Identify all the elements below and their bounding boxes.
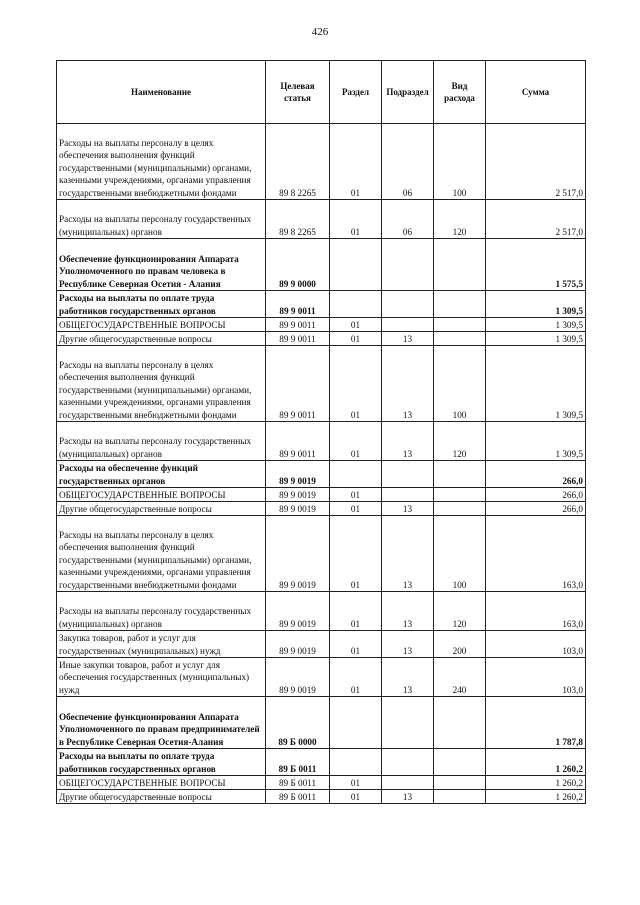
cell-amount: 266,0 [486, 502, 586, 516]
cell-expense-type: 200 [434, 631, 486, 658]
cell-section [330, 239, 382, 291]
cell-expense-type: 100 [434, 516, 486, 592]
table-row [57, 592, 586, 631]
cell-article: 89 Б 0011 [266, 776, 330, 790]
cell-section: 01 [330, 502, 382, 516]
cell-subsection [382, 488, 434, 502]
cell-subsection: 13 [382, 516, 434, 592]
cell-amount: 1 260,2 [486, 749, 586, 776]
cell-expense-type [434, 332, 486, 346]
table-row [57, 124, 586, 200]
cell-article: 89 9 0019 [266, 488, 330, 502]
cell-article: 89 Б 0011 [266, 790, 330, 804]
cell-subsection: 13 [382, 422, 434, 461]
header-amount: Сумма [486, 61, 586, 124]
cell-name: Обеспечение функционирования Аппарата Уполномоченного по правам человека в Республике Северная Осетия - Алания [57, 239, 266, 291]
page-number: 426 [311, 26, 329, 38]
cell-amount: 1 260,2 [486, 790, 586, 804]
cell-name: ОБЩЕГОСУДАРСТВЕННЫЕ ВОПРОСЫ [57, 776, 266, 790]
cell-section: 01 [330, 332, 382, 346]
cell-section: 01 [330, 422, 382, 461]
cell-subsection: 13 [382, 631, 434, 658]
cell-name: Расходы на выплаты персоналу государственных (муниципальных) органов [57, 592, 266, 631]
table-row [57, 516, 586, 592]
cell-article: 89 9 0019 [266, 592, 330, 631]
cell-section [330, 749, 382, 776]
cell-name: Расходы на обеспечение функций государственных органов [57, 461, 266, 488]
cell-article: 89 9 0011 [266, 318, 330, 332]
cell-article: 89 9 0019 [266, 502, 330, 516]
header-article: Целевая статья [266, 61, 330, 124]
header-name: Наименование [57, 61, 266, 124]
budget-table [56, 60, 586, 804]
cell-expense-type [434, 790, 486, 804]
table-row [57, 749, 586, 776]
header-subsection: Подраздел [382, 61, 434, 124]
cell-name: Закупка товаров, работ и услуг для государственных (муниципальных) нужд [57, 631, 266, 658]
cell-subsection [382, 749, 434, 776]
cell-amount: 163,0 [486, 592, 586, 631]
cell-expense-type [434, 488, 486, 502]
cell-expense-type: 120 [434, 592, 486, 631]
cell-name: Расходы на выплаты персоналу государственных (муниципальных) органов [57, 422, 266, 461]
cell-amount: 1 787,8 [486, 697, 586, 749]
cell-amount: 163,0 [486, 516, 586, 592]
cell-expense-type [434, 502, 486, 516]
cell-subsection [382, 461, 434, 488]
cell-section: 01 [330, 200, 382, 239]
cell-amount: 266,0 [486, 488, 586, 502]
cell-name: Расходы на выплаты персоналу в целях обеспечения выполнения функций государственными (муниципальными) органами, казенными учреждениями, органами управления государственными внебюджетными фондами [57, 516, 266, 592]
cell-subsection: 06 [382, 124, 434, 200]
cell-article: 89 8 2265 [266, 200, 330, 239]
cell-expense-type: 100 [434, 346, 486, 422]
cell-expense-type [434, 697, 486, 749]
cell-name: Обеспечение функционирования Аппарата Уполномоченного по правам предпринимателей в Республике Северная Осетия-Алания [57, 697, 266, 749]
table-row [57, 318, 586, 332]
cell-name: Расходы на выплаты персоналу в целях обеспечения выполнения функций государственными (муниципальными) органами, казенными учреждениями, органами управления государственными внебюджетными фондами [57, 124, 266, 200]
cell-subsection [382, 776, 434, 790]
cell-expense-type [434, 318, 486, 332]
cell-subsection: 13 [382, 592, 434, 631]
cell-amount: 1 260,2 [486, 776, 586, 790]
cell-subsection: 13 [382, 502, 434, 516]
cell-amount: 103,0 [486, 631, 586, 658]
table-row [57, 239, 586, 291]
cell-section [330, 291, 382, 318]
cell-amount: 1 309,5 [486, 318, 586, 332]
cell-expense-type: 120 [434, 422, 486, 461]
cell-expense-type [434, 239, 486, 291]
cell-name: Расходы на выплаты по оплате труда работников государственных органов [57, 749, 266, 776]
cell-expense-type: 100 [434, 124, 486, 200]
table-row [57, 502, 586, 516]
cell-amount: 2 517,0 [486, 200, 586, 239]
cell-subsection [382, 318, 434, 332]
cell-subsection: 13 [382, 346, 434, 422]
table-row [57, 697, 586, 749]
cell-article: 89 9 0011 [266, 422, 330, 461]
cell-expense-type [434, 776, 486, 790]
table-row [57, 776, 586, 790]
cell-amount: 1 309,5 [486, 422, 586, 461]
cell-name: ОБЩЕГОСУДАРСТВЕННЫЕ ВОПРОСЫ [57, 488, 266, 502]
cell-name: Расходы на выплаты персоналу государственных (муниципальных) органов [57, 200, 266, 239]
cell-expense-type [434, 461, 486, 488]
cell-name: Другие общегосударственные вопросы [57, 502, 266, 516]
cell-name: ОБЩЕГОСУДАРСТВЕННЫЕ ВОПРОСЫ [57, 318, 266, 332]
cell-name: Другие общегосударственные вопросы [57, 332, 266, 346]
cell-subsection: 13 [382, 658, 434, 697]
cell-section: 01 [330, 790, 382, 804]
cell-article: 89 9 0019 [266, 631, 330, 658]
cell-section [330, 461, 382, 488]
table-row [57, 631, 586, 658]
cell-article: 89 9 0019 [266, 658, 330, 697]
cell-article: 89 9 0019 [266, 461, 330, 488]
cell-expense-type: 240 [434, 658, 486, 697]
cell-article: 89 9 0011 [266, 332, 330, 346]
cell-expense-type [434, 291, 486, 318]
table-row [57, 422, 586, 461]
table-row [57, 200, 586, 239]
table-row [57, 790, 586, 804]
table-header-row [57, 61, 586, 124]
cell-name: Иные закупки товаров, работ и услуг для обеспечения государственных (муниципальных) нужд [57, 658, 266, 697]
cell-section: 01 [330, 516, 382, 592]
table-row [57, 346, 586, 422]
cell-section: 01 [330, 631, 382, 658]
cell-section: 01 [330, 488, 382, 502]
cell-section: 01 [330, 318, 382, 332]
cell-article: 89 9 0019 [266, 516, 330, 592]
cell-amount: 1 309,5 [486, 332, 586, 346]
cell-section [330, 697, 382, 749]
cell-subsection [382, 697, 434, 749]
cell-section: 01 [330, 658, 382, 697]
cell-amount: 1 309,5 [486, 346, 586, 422]
header-expense-type: Вид расхода [434, 61, 486, 124]
table-row [57, 488, 586, 502]
cell-article: 89 8 2265 [266, 124, 330, 200]
cell-name: Расходы на выплаты персоналу в целях обеспечения выполнения функций государственными (муниципальными) органами, казенными учреждениями, органами управления государственными внебюджетными фондами [57, 346, 266, 422]
table-row [57, 291, 586, 318]
cell-subsection: 13 [382, 332, 434, 346]
cell-section: 01 [330, 346, 382, 422]
cell-amount: 2 517,0 [486, 124, 586, 200]
cell-subsection: 13 [382, 790, 434, 804]
cell-name: Расходы на выплаты по оплате труда работников государственных органов [57, 291, 266, 318]
cell-expense-type: 120 [434, 200, 486, 239]
cell-amount: 1 575,5 [486, 239, 586, 291]
cell-section: 01 [330, 592, 382, 631]
table-row [57, 332, 586, 346]
cell-article: 89 9 0011 [266, 291, 330, 318]
cell-article: 89 9 0000 [266, 239, 330, 291]
table-row [57, 658, 586, 697]
cell-expense-type [434, 749, 486, 776]
cell-name: Другие общегосударственные вопросы [57, 790, 266, 804]
cell-article: 89 9 0011 [266, 346, 330, 422]
table-row [57, 461, 586, 488]
cell-article: 89 Б 0011 [266, 749, 330, 776]
cell-amount: 1 309,5 [486, 291, 586, 318]
cell-amount: 103,0 [486, 658, 586, 697]
cell-subsection [382, 291, 434, 318]
cell-article: 89 Б 0000 [266, 697, 330, 749]
cell-subsection [382, 239, 434, 291]
cell-section: 01 [330, 124, 382, 200]
header-section: Раздел [330, 61, 382, 124]
cell-subsection: 06 [382, 200, 434, 239]
cell-amount: 266,0 [486, 461, 586, 488]
cell-section: 01 [330, 776, 382, 790]
